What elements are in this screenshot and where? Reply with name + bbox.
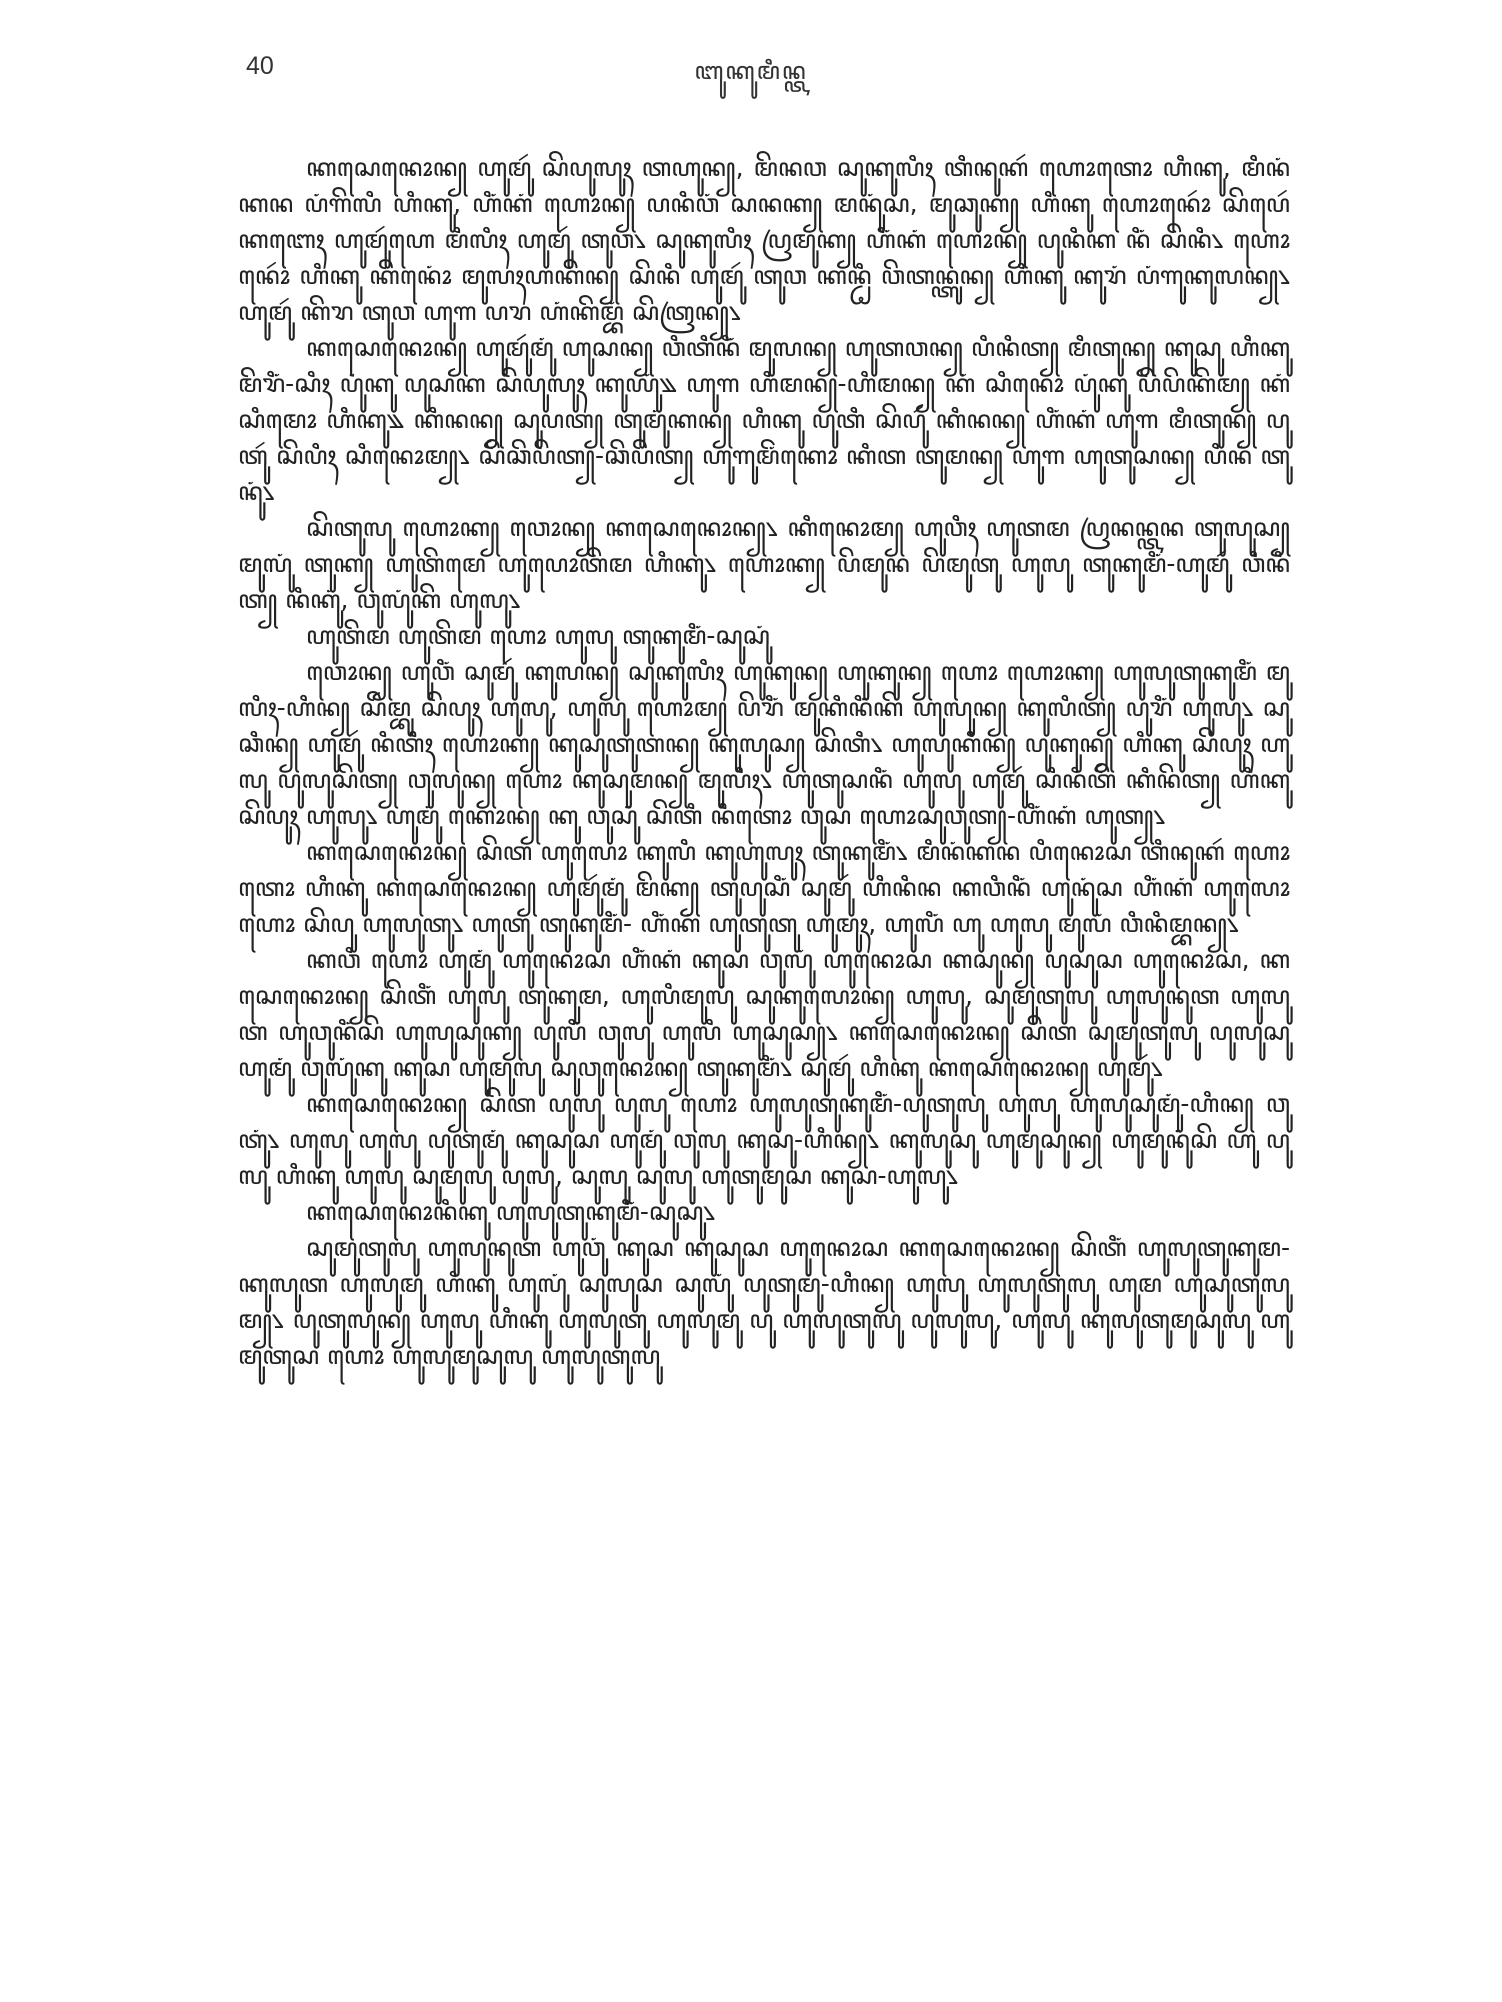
paragraph: ꦏꦱꦺꦤꦺꦴꦤ꧀ ꦲꦸꦩꦸꦂ ꦱꦼꦥꦸꦭꦸꦃ ꦠꦲꦸꦤ꧀, ꦩꦼꦤꦮ ꦱꦸꦏꦸꦭꦶꦃ ꦠꦶꦤꦸꦏꦂ ꦲꦺꦴꦠꦺꦴ ꦲꦶꦏꦸ, ꦩꦶꦤꦁꦏꦤ ꦥꦁꦒꦼꦭꦶ ꦲꦶꦏꦸ, ꦲꦶꦁꦏꦁ ꦲꦺꦴꦤ꧀ ꦥꦤꦶꦮꦁ ꦱꦤꦏ꧀ ꦩꦤꦸꦁꦱ, ꦩꦸꦕꦸꦏ꧀ ꦲꦶꦏꦸ ꦲꦺꦴꦤꦺꦴꦂ ꦱꦼꦥꦺꦂ ꦏꦧꦺꦃ ꦲꦸꦩꦸꦂꦲꦺ ꦩꦶꦭꦶꦃ ꦲꦸꦩꦸꦂ ꦠꦸꦮ꧈ ꦱꦸꦏꦸꦭꦶꦃ ꦥꦿꦩꦸꦏ꧀ ꦲꦶꦁꦏꦁ ꦲꦺꦴꦤ꧀ ꦥꦸꦤꦶꦏ ꦤꦶꦁ ꦱꦼꦤꦶ꧈ ꦲꦺꦴꦤꦺꦴꦂ ꦲꦶꦏꦸ ꦏꦼꦤꦺꦴꦁ ꦩꦸꦭꦃꦲꦏꦼꦤ꧀ ꦱꦼꦤꦶ ꦲꦸꦩꦸꦂ ꦠꦸꦮ ꦏꦤ꧀ꦛꦶ ꦮꦼꦠꦤ꧀ꦠꦸꦤ꧀ ꦲꦶꦏꦸ ꦏꦸꦫꦁ ꦥꦁꦒꦸꦏꦸꦭꦤ꧀꧈ ꦲꦸꦩꦸꦂ ꦏꦼꦫ ꦠꦸꦮ ꦲꦸꦒ ꦥꦫ ꦲꦁꦏꦼꦩ꧀ꦧꦁ ꦱꦼꦠꦿꦤ꧀꧈	[238, 153, 1290, 326]
page-number: 40	[246, 52, 274, 80]
paragraph: ꦮꦺꦴꦤ꧀ ꦲꦸꦮꦶꦁ ꦱꦸꦩꦸꦂ ꦏꦸꦭꦤ꧀ ꦱꦸꦏꦸꦭꦶꦃ ꦲꦸꦏꦸꦤ꧀ ꦲꦸꦏꦸꦤ꧀ ꦲꦺꦴ ꦲꦺꦴꦏ꧀ ꦲꦸꦭꦸꦠꦸꦏꦸꦩꦶꦁ ꦩꦸꦭꦶꦃ-ꦲꦶꦤ꧀ ꦱꦼꦩ꧀ꦧꦸ ꦱꦼꦥꦸꦃ ꦲꦸꦭꦸ, ꦲꦸꦭꦸ ꦲꦺꦴꦩ꧀ ꦥꦼꦫꦶꦁ ꦩꦸꦏꦶꦤꦶꦁꦏꦼ ꦲꦸꦭꦸꦤ꧀ ꦏꦸꦭꦶꦠ꧀ ꦥꦸꦫꦶꦁ ꦲꦸꦭꦸ꧈ ꦱꦸꦕꦶꦤ꧀ ꦲꦸꦩꦸꦂ ꦤꦶꦠꦶꦃ ꦲꦺꦴꦏ꧀ ꦏꦸꦱꦸꦠꦸꦠꦤ꧀ ꦏꦸꦭꦸꦱ꧀ ꦱꦼꦠꦶ꧈ ꦲꦸꦭꦸꦏꦶꦤ꧀ ꦥꦸꦏꦸꦤ꧀ ꦲꦶꦏꦸ ꦱꦼꦥꦸꦃ ꦲꦸꦭꦸ ꦥꦸꦭꦸꦱꦼꦠ꧀ ꦮꦸꦭꦸꦤ꧀ ꦲꦺꦴ ꦏꦸꦱꦸꦩꦤ꧀ ꦩꦸꦭꦶꦃ꧈ ꦲꦸꦠꦸꦱꦤꦶꦁ ꦲꦸꦭꦸ ꦲꦸꦩꦸꦂ ꦱꦶꦤꦶꦠꦼ ꦏꦶꦤꦼꦠ꧀ ꦲꦶꦏꦸ ꦱꦼꦥꦸꦃ ꦲꦸꦭꦸ꧈ ꦲꦸꦩꦸꦁ ꦏꦺꦴꦤ꧀ ꦏꦸ ꦮꦸꦱꦸꦁ ꦱꦼꦠꦶ ꦤꦶꦠꦺꦴ ꦮꦸꦱ ꦲꦺꦴꦱꦸꦮꦸꦠ꧀-ꦲꦶꦁꦏꦁ ꦲꦸꦠ꧀꧈	[238, 657, 1290, 830]
paragraph: ꦏꦱꦺꦤꦺꦴꦤ꧀ ꦱꦼꦠ ꦥꦸꦭꦸ ꦥꦸꦭꦸ ꦲꦺꦴ ꦲꦸꦭꦸꦠꦸꦏꦸꦩꦶꦁ-ꦥꦸꦠꦸꦭꦸ ꦲꦸꦭꦸ ꦲꦸꦭꦸꦱꦸꦩꦸꦁ-ꦲꦶꦤ꧀ ꦮꦸꦠꦸꦁ꧈ ꦲꦸꦭꦸ ꦲꦸꦭꦸ ꦥꦸꦠꦸꦩꦸꦁ ꦏꦸꦱꦸꦱ ꦲꦸꦩꦸꦁ ꦮꦸꦭꦸ ꦏꦸꦱꦸ-ꦲꦶꦤ꧀꧈ ꦏꦸꦭꦸꦱꦸ ꦲꦸꦩꦸꦱꦸꦤ꧀ ꦲꦸꦩꦸꦤꦸꦁꦱꦼ ꦲꦸ ꦥꦸꦭꦸ ꦲꦶꦏꦸ ꦲꦸꦭꦸ ꦱꦸꦩꦸꦭꦸ ꦥꦸꦭꦸ, ꦱꦸꦭꦸ ꦱꦸꦭꦸ ꦲꦸꦠꦸꦩꦸꦱ ꦏꦸꦱ-ꦲꦸꦭꦸ꧈	[238, 1089, 1290, 1190]
body-text	[238, 150, 1290, 1374]
paragraph: ꦏꦱꦺꦤꦺꦴꦤ꧀ ꦱꦼꦠ ꦲꦸꦭꦺꦴ ꦏꦸꦭꦶ ꦏꦸꦲꦸꦭꦸꦃ ꦠꦸꦏꦸꦩꦶꦁ꧈ ꦩꦶꦤꦁꦏꦤ ꦥꦶꦤꦺꦴꦱ ꦠꦶꦤꦸꦏꦂ ꦲꦺꦴꦠꦺꦴ ꦲꦶꦏꦸ ꦏꦱꦺꦤꦺꦴꦤ꧀ ꦲꦸꦩꦸꦂꦩꦸꦁ ꦩꦼꦏ꧀ ꦠꦸꦥꦸꦱꦶꦁ ꦱꦸꦩꦸꦂ ꦲꦶꦤꦶꦤ ꦏꦮꦶꦤꦶꦁ ꦲꦸꦤꦸꦁꦱ ꦲꦶꦁꦏꦁ ꦲꦸꦭꦺꦴ ꦲꦺꦴ ꦱꦼꦥꦸ ꦲꦸꦭꦸꦠꦸ꧈ ꦲꦸꦠꦸ ꦠꦸꦏꦸꦩꦶꦁ- ꦲꦶꦁꦏꦁ ꦲꦸꦠꦸꦠꦸ ꦲꦸꦩꦸꦃ, ꦲꦸꦭꦶꦁ ꦲꦸ ꦲꦸꦭꦸ ꦩꦸꦭꦁ ꦮꦶꦤꦶꦩ꧀ꦧꦤ꧀꧈	[238, 837, 1290, 938]
paragraph: ꦲꦸꦠꦼꦩ ꦲꦸꦠꦼꦩ ꦲꦺꦴ ꦲꦸꦭꦸ ꦠꦸꦏꦸꦩꦶꦁ-ꦱꦸꦱꦸꦁ	[306, 621, 770, 650]
paragraph: ꦱꦸꦩꦸꦠꦸꦭꦸ ꦲꦸꦭꦸꦤꦸꦠ ꦲꦸꦮꦸꦁ ꦏꦸꦱ ꦏꦸꦱꦸꦱ ꦲꦸꦤꦺꦴꦱ ꦏꦱꦺꦤꦺꦴꦤ꧀ ꦱꦼꦠꦶꦁ ꦲꦸꦭꦸꦠꦸꦏꦸꦩ-ꦏꦸꦭꦸꦠ ꦲꦸꦭꦸꦩꦸ ꦲꦶꦏꦸ ꦲꦸꦭꦸꦁ ꦱꦸꦭꦸꦱ ꦱꦸꦭꦸꦁ ꦥꦸꦠꦸꦩꦸꦁ-ꦲꦶꦤ꧀ ꦲꦸꦭꦸ ꦲꦸꦭꦸꦠꦸꦭꦸ ꦲꦸꦩ ꦲꦸꦱꦸꦠꦸꦭꦸꦩ꧀꧈ ꦥꦸꦠꦸꦭꦸꦤ꧀ ꦲꦸꦭꦸ ꦲꦶꦏꦸ ꦲꦸꦭꦸꦠꦸ ꦲꦸꦭꦸꦩꦸ ꦥꦸ ꦲꦸꦭꦸꦠꦸꦭꦸ ꦥꦸꦭꦸꦭꦸ, ꦲꦸꦭꦸ ꦏꦸꦭꦸꦠꦸꦩꦸꦱꦸꦭꦸ ꦲꦸꦩꦸꦠꦸꦱ ꦲꦺꦴ ꦲꦸꦭꦸꦩꦸꦱꦸꦭꦸ ꦲꦸꦭꦸꦠꦸꦭꦸ	[238, 1233, 1290, 1370]
page-header	[0, 52, 1502, 92]
paragraph: ꦏꦮꦶ ꦲꦺꦴ ꦲꦸꦩꦸꦁ ꦲꦸꦤꦺꦴꦱ ꦲꦶꦁꦏꦁ ꦏꦸꦱ ꦮꦸꦭꦸꦁ ꦲꦸꦤꦺꦴꦱ ꦏꦱꦸꦤ꧀ ꦥꦸꦱꦸꦱ ꦲꦸꦤꦺꦴꦱ, ꦏꦱꦺꦤꦺꦴꦤ꧀ ꦱꦼꦠꦶꦁ ꦲꦸꦭꦸ ꦠꦸꦏꦸꦩ, ꦲꦸꦭꦶꦩꦸꦭꦸꦁ ꦱꦸꦏꦸꦭꦺꦴꦤ꧀ ꦲꦸꦭꦸ, ꦱꦸꦩꦸꦠꦸꦭꦸ ꦲꦸꦭꦸꦤꦸꦠ ꦲꦸꦭꦸꦠ ꦲꦸꦮꦸꦤꦶꦁꦱꦼ ꦲꦸꦭꦸꦱꦸꦏ꧀ ꦥꦸꦭꦶꦁ ꦮꦸꦭꦸ ꦲꦸꦭꦶ ꦲꦸꦱꦸꦱ꧀꧈ ꦏꦱꦺꦤꦺꦴꦤ꧀ ꦱꦼꦠ ꦱꦸꦩꦸꦠꦸꦭꦸ ꦥꦸꦭꦸꦱꦸ ꦲꦸꦩꦸꦁ ꦮꦸꦭꦸꦁꦏꦸ ꦏꦸꦱ ꦲꦸꦩꦸꦭꦸ ꦱꦸꦮꦸꦤꦺꦴꦤ꧀ ꦠꦸꦏꦸꦩꦶꦁ꧈ ꦱꦸꦩꦸꦂ ꦲꦶꦏꦸ ꦏꦱꦺꦤꦺꦴꦤ꧀ ꦲꦸꦩꦸꦂ꧈	[238, 945, 1290, 1082]
paragraph: ꦏꦱꦺꦤꦺꦴꦤ꧀ ꦲꦸꦩꦸꦂꦩꦸꦁ ꦲꦸꦱꦤ꧀ ꦮꦶꦠꦶꦤꦶꦁ ꦩꦸꦭꦤ꧀ ꦲꦸꦠꦮꦤ꧀ ꦥꦶꦤꦶꦠ꧀ ꦩꦶꦠꦸꦤ꧀ ꦏꦸꦱꦸ ꦲꦶꦏꦸ ꦩꦼꦫꦶꦁ-ꦱꦶꦃ ꦥꦸꦁꦏꦸ ꦥꦸꦱꦏ ꦱꦼꦥꦸꦭꦸꦃ ꦏꦸꦪꦸꦁ꧉ ꦲꦸꦒ ꦲꦶꦩꦤ꧀-ꦲꦶꦩꦤ꧀ ꦏꦁ ꦱꦶꦤꦺꦴ ꦥꦸꦁꦏꦸ ꦥꦼꦥꦼꦏꦼꦩ꧀ ꦏꦁ ꦱꦶꦩꦺꦴ ꦲꦶꦏꦸ꧉ ꦏꦶꦤꦤ꧀ ꦱꦸꦥꦠ꧀ ꦠꦸꦩꦸꦁꦏꦤ꧀ ꦲꦶꦏꦸ ꦥꦸꦠꦶ ꦱꦼꦥꦸꦂ ꦏꦶꦤꦤ꧀ ꦲꦶꦁꦏꦁ ꦲꦸꦒ ꦩꦶꦠꦸꦤ꧀ ꦥꦸꦠꦸꦂ ꦱꦼꦥꦶꦃ ꦱꦶꦤꦺꦴꦩ꧀꧈ ꦱꦼꦕꦼꦥꦼꦠ꧀-ꦕꦼꦥꦼꦠ꧀ ꦲꦸꦒꦸꦩꦼꦁꦏꦺꦴ ꦏꦶꦠ ꦠꦸꦩꦤ꧀ ꦲꦸꦒ ꦲꦸꦠꦸꦱꦤ꧀ ꦥꦶꦤꦁ ꦠꦸꦤꦸꦁ꧈	[238, 333, 1290, 506]
paragraph: ꦏꦱꦺꦤꦺꦴꦤꦶꦏꦸ ꦲꦸꦭꦸꦠꦸꦏꦸꦩꦶꦁ-ꦱꦸꦱꦸꦁ꧈	[306, 1197, 716, 1226]
running-head: ꦧꦸꦏꦸꦩꦶꦤ꧀ꦠ	[694, 57, 808, 85]
paragraph: ꦱꦼꦠꦸꦭꦸ ꦲꦺꦴꦏ꧀ ꦮꦺꦴꦤ꧀ ꦏꦱꦺꦤꦺꦴꦤ꧀꧈ ꦏꦶꦤꦺꦴꦩ꧀ ꦲꦸꦮꦶꦃ ꦲꦸꦠꦩ ꦥꦿꦤꦤ꧀ꦠꦤ ꦠꦸꦭꦸꦱ꧀ ꦩꦸꦭꦸꦁ ꦠꦸꦏ꧀ ꦲꦸꦠꦼꦩꦺ ꦲꦸꦥꦺꦴꦠꦼꦩ ꦲꦶꦏꦸ꧈ ꦲꦺꦴꦏ꧀ ꦥꦼꦩꦸꦤ ꦥꦼꦩꦸꦠꦸ ꦲꦸꦭꦸ ꦠꦸꦏꦸꦩꦶꦁ-ꦲꦸꦩꦸꦂ ꦮꦶꦤꦶꦠ꧀ ꦤꦶꦏꦸꦁ, ꦮꦸꦭꦸꦁꦏꦼ ꦲꦸꦭꦸ꧈	[238, 513, 1290, 614]
